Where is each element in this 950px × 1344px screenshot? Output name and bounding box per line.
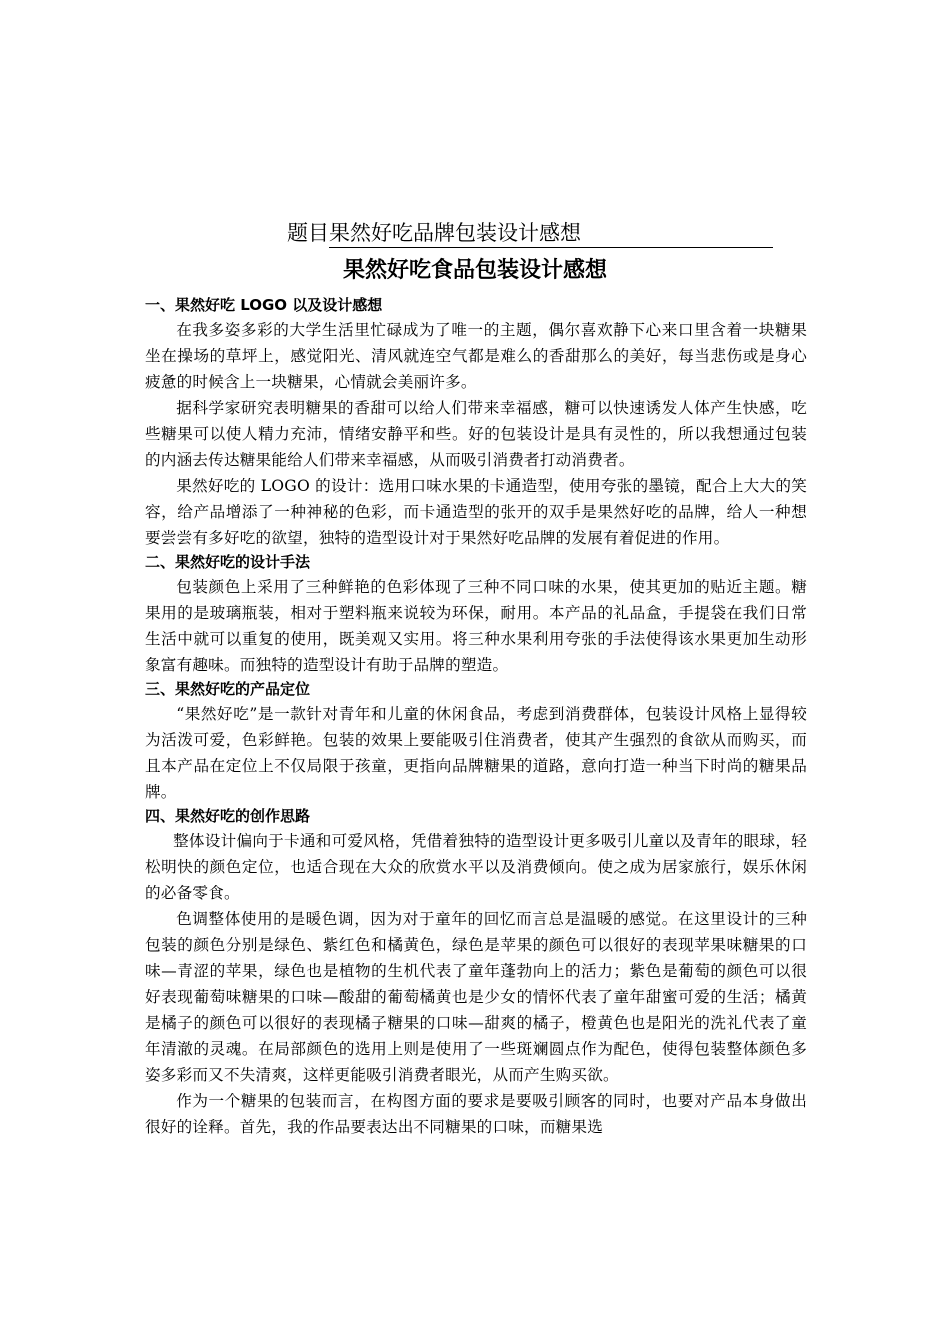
paragraph: “果然好吃”是一款针对青年和儿童的休闲食品，考虑到消费群体，包装设计风格上显得较为活泼可爱，色彩鲜艳。包装的效果上要能吸引住消费者，使其产生强烈的食欲从而购买，而且本产品在定位上不仅局限于孩童，更指向品牌糖果的道路，意向打造一种当下时尚的糖果品牌。 <box>145 705 807 801</box>
paragraph: 色调整体使用的是暖色调，因为对于童年的回忆而言总是温暖的感觉。在这里设计的三种包装的颜色分别是绿色、紫红色和橘黄色，绿色是苹果的颜色可以很好的表现苹果味糖果的口味—青涩的苹果，绿色也是植物的生机代表了童年蓬勃向上的活力；紫色是葡萄的颜色可以很好表现葡萄味糖果的口味—酸甜的葡萄橘黄也是少女的情怀代表了童年甜蜜可爱的生活；橘黄是橘子的颜色可以很好的表现橘子糖果的口味—甜爽的橘子，橙黄色也是阳光的洗礼代表了童年清澈的灵魂。在局部颜色的选用上则是使用了一些斑斓圆点作为配色，使得包装整体颜色多姿多彩而又不失清爽，这样更能吸引消费者眼光，从而产生购买欲。 <box>145 910 807 1084</box>
paragraph: 在我多姿多彩的大学生活里忙碌成为了唯一的主题，偶尔喜欢静下心来口里含着一块糖果坐在操场的草坪上，感觉阳光、清风就连空气都是难么的香甜那么的美好，每当悲伤或是身心疲惫的时候含上一块糖果，心情就会美丽许多。 <box>145 321 807 391</box>
section-heading: 二、果然好吃的设计手法 <box>145 553 311 571</box>
topic-text: 果然好吃品牌包装设计感想 <box>329 221 581 245</box>
document-title: 果然好吃食品包装设计感想 <box>342 258 607 283</box>
topic-prefix: 题目 <box>287 221 329 245</box>
document-body <box>145 294 807 1140</box>
paragraph: 果然好吃的 LOGO 的设计：选用口味水果的卡通造型，使用夸张的墨镜，配合上大大的笑容，给产品增添了一种神秘的色彩，而卡通造型的张开的双手是果然好吃的品牌，给人一种想要尝尝有多好吃的欲望，独特的造型设计对于果然好吃品牌的发展有着促进的作用。 <box>145 477 807 547</box>
paragraph: 据科学家研究表明糖果的香甜可以给人们带来幸福感，糖可以快速诱发人体产生快感，吃些糖果可以使人精力充沛，情绪安静平和些。好的包装设计是具有灵性的，所以我想通过包装的内涵去传达糖果能给人们带来幸福感，从而吸引消费者打动消费者。 <box>145 399 807 469</box>
paragraph: 整体设计偏向于卡通和可爱风格，凭借着独特的造型设计更多吸引儿童以及青年的眼球，轻松明快的颜色定位，也适合现在大众的欣赏水平以及消费倾向。使之成为居家旅行，娱乐休闲的必备零食。 <box>145 832 807 902</box>
paragraph: 作为一个糖果的包装而言，在构图方面的要求是要吸引顾客的同时，也要对产品本身做出很好的诠释。首先，我的作品要表达出不同糖果的口味，而糖果选 <box>145 1092 807 1136</box>
paragraph: 包装颜色上采用了三种鲜艳的色彩体现了三种不同口味的水果，使其更加的贴近主题。糖果用的是玻璃瓶装，相对于塑料瓶来说较为环保，耐用。本产品的礼品盒，手提袋在我们日常生活中就可以重复的使用，既美观又实用。将三种水果利用夸张的手法使得该水果更加生动形象富有趣味。而独特的造型设计有助于品牌的塑造。 <box>145 578 807 674</box>
topic-line <box>287 218 779 250</box>
topic-underline <box>329 219 773 248</box>
section-heading: 四、果然好吃的创作思路 <box>145 807 311 825</box>
section-heading: 一、果然好吃 LOGO 以及设计感想 <box>145 296 383 314</box>
section-heading: 三、果然好吃的产品定位 <box>145 680 311 698</box>
